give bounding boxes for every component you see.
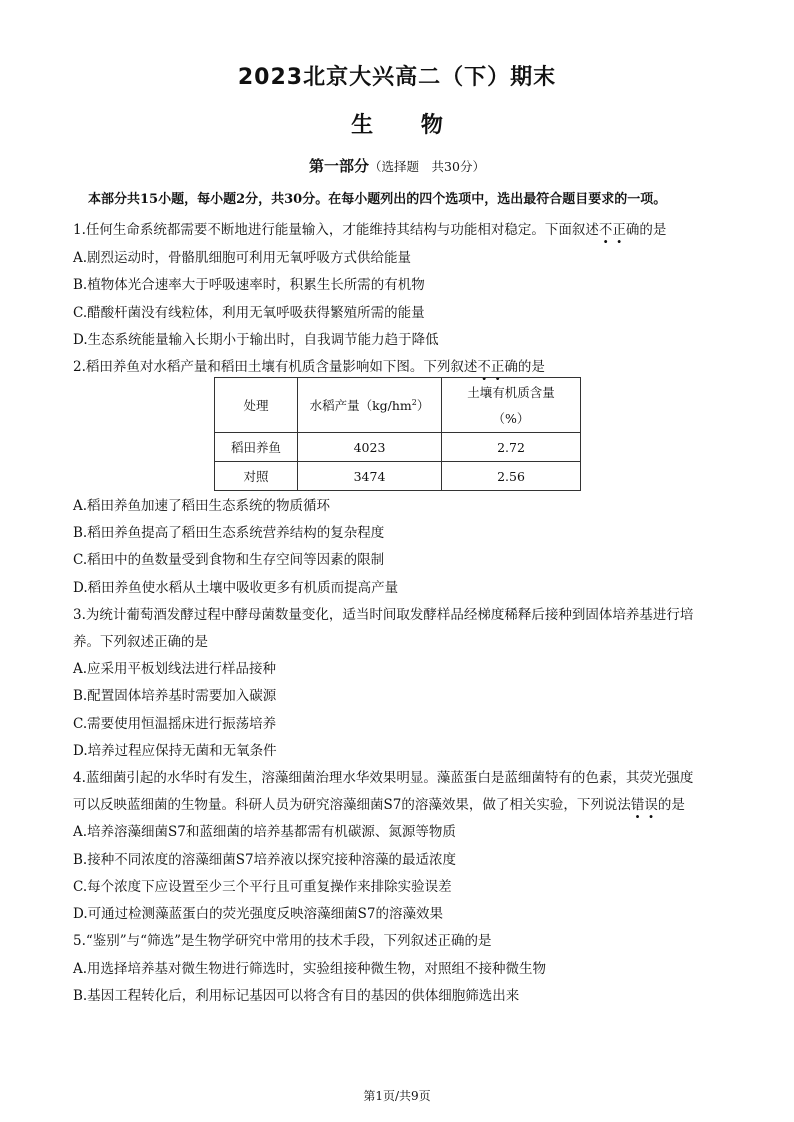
question-5-option-a: A.用选择培养基对微生物进行筛选时，实验组接种微生物，对照组不接种微生物	[73, 961, 547, 977]
table-header-treatment: 处理	[215, 378, 298, 433]
emphasis-char: 不	[598, 222, 613, 238]
emphasis-char: 错	[630, 797, 645, 813]
question-3-option-b: B.配置固体培养基时需要加入碳源	[73, 688, 277, 704]
table-cell: 2.56	[442, 462, 581, 491]
question-4-option-d: D.可通过检测藻蓝蛋白的荧光强度反映溶藻细菌S7的溶藻效果	[73, 906, 443, 922]
question-4-stem-line-2: 可以反映蓝细菌的生物量。科研人员为研究溶藻细菌S7的溶藻效果，做了相关实验，下列说法错误的是	[73, 797, 685, 813]
question-1-option-c: C.醋酸杆菌没有线粒体，利用无氧呼吸获得繁殖所需的能量	[73, 305, 425, 321]
question-4-option-a: A.培养溶藻细菌S7和蓝细菌的培养基都需有机碳源、氮源等物质	[73, 824, 456, 840]
table-cell: 3474	[298, 462, 442, 491]
emphasis-char: 误	[644, 797, 658, 813]
question-4-option-b: B.接种不同浓度的溶藻细菌S7培养液以探究接种溶藻的最适浓度	[73, 852, 457, 868]
question-5-stem: 5.“鉴别”与“筛选”是生物学研究中常用的技术手段，下列叙述正确的是	[73, 933, 492, 949]
table-header-organic-matter: 土壤有机质含量 （%）	[442, 378, 581, 433]
question-2-option-b: B.稻田养鱼提高了稻田生态系统营养结构的复杂程度	[73, 525, 385, 541]
question-3-option-d: D.培养过程应保持无菌和无氧条件	[73, 743, 277, 759]
section-instruction: 本部分共15小题，每小题2分，共30分。在每小题列出的四个选项中，选出最符合题目要求的一项。	[88, 192, 667, 207]
question-2-option-a: A.稻田养鱼加速了稻田生态系统的物质循环	[73, 498, 331, 514]
question-3-option-c: C.需要使用恒温摇床进行振荡培养	[73, 716, 277, 732]
question-3-stem-line-1: 3.为统计葡萄酒发酵过程中酵母菌数量变化，适当时间取发酵样品经梯度稀释后接种到固体培养基进行培	[73, 607, 694, 623]
emphasis-char: 正	[490, 359, 505, 375]
question-4-option-c: C.每个浓度下应设置至少三个平行且可重复操作来排除实验误差	[73, 879, 452, 895]
table-cell: 稻田养鱼	[215, 433, 298, 462]
table-cell: 2.72	[442, 433, 581, 462]
question-1-stem: 1.任何生命系统都需要不断地进行能量输入，才能维持其结构与功能相对稳定。下面叙述不正确的是	[73, 222, 667, 238]
question-5-option-b: B.基因工程转化后，利用标记基因可以将含有目的基因的供体细胞筛选出来	[73, 988, 520, 1004]
question-1-option-a: A.剧烈运动时，骨骼肌细胞可利用无氧呼吸方式供给能量	[73, 250, 412, 266]
emphasis-char: 正	[612, 222, 626, 238]
question-1-option-d: D.生态系统能量输入长期小于输出时，自我调节能力趋于降低	[73, 332, 439, 348]
question-2-option-d: D.稻田养鱼使水稻从土壤中吸收更多有机质而提高产量	[73, 580, 399, 596]
question-2-option-c: C.稻田中的鱼数量受到食物和生存空间等因素的限制	[73, 552, 385, 568]
question-4-stem-line-1: 4.蓝细菌引起的水华时有发生，溶藻细菌治理水华效果明显。藻蓝蛋白是蓝细菌特有的色素，其荧光强度	[73, 770, 694, 786]
table-header-yield: 水稻产量$(kg/hm^2)$	[298, 378, 442, 433]
question-3-option-a: A.应采用平板划线法进行样品接种	[73, 661, 277, 677]
table-cell: 对照	[215, 462, 298, 491]
table-row	[215, 433, 581, 462]
table-row	[215, 462, 581, 491]
section-subtitle: （选择题 共30分）	[369, 159, 485, 174]
question-3-stem-line-2: 养。下列叙述正确的是	[73, 634, 208, 650]
question-2-stem: 2.稻田养鱼对水稻产量和稻田土壤有机质含量影响如下图。下列叙述不正确的是	[73, 359, 545, 375]
question-1-option-b: B.植物体光合速率大于呼吸速率时，积累生长所需的有机物	[73, 277, 425, 293]
emphasis-char: 不	[477, 359, 491, 375]
section-title: 第一部分	[309, 157, 370, 175]
section-heading	[0, 155, 794, 176]
page-number: 第1页/共9页	[363, 1089, 431, 1103]
exam-title: 2023北京大兴高二（下）期末	[237, 65, 557, 90]
table-cell: 4023	[298, 433, 442, 462]
subject-title: 生 物	[351, 113, 443, 138]
results-table	[214, 377, 581, 491]
